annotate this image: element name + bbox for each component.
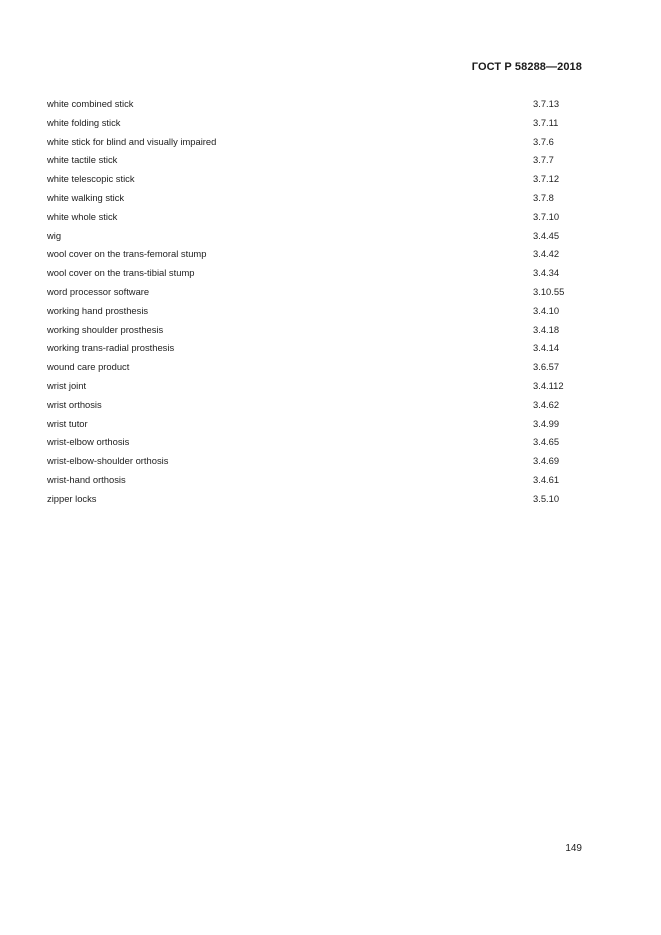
index-term: wool cover on the trans-tibial stump	[47, 267, 195, 279]
index-entry	[47, 208, 587, 227]
index-term: white stick for blind and visually impaired	[47, 135, 217, 147]
index-term: wig	[47, 229, 62, 241]
index-section-ref: 3.7.11	[533, 116, 559, 128]
index-section-ref: 3.7.10	[533, 210, 560, 222]
index-term: wrist-elbow-shoulder orthosis	[47, 455, 169, 467]
index-entry	[47, 396, 587, 415]
index-term: white walking stick	[47, 191, 125, 203]
index-entry	[47, 133, 587, 152]
index-section-ref: 3.4.18	[533, 323, 560, 335]
index-term: working shoulder prosthesis	[47, 323, 164, 335]
document-code-header: ГОСТ Р 58288—2018	[471, 61, 582, 73]
index-entry	[47, 321, 587, 340]
index-entry	[47, 358, 587, 377]
index-term: wool cover on the trans-femoral stump	[47, 248, 207, 260]
index-section-ref: 3.7.7	[533, 154, 554, 166]
index-term: zipper locks	[47, 492, 97, 504]
index-section-ref: 3.7.6	[533, 135, 554, 147]
index-term: white telescopic stick	[47, 173, 135, 185]
index-section-ref: 3.6.57	[533, 361, 560, 373]
index-term: white whole stick	[47, 210, 118, 222]
index-section-ref: 3.10.55	[533, 285, 565, 297]
index-entry	[47, 170, 587, 189]
index-entry	[47, 339, 587, 358]
index-section-ref: 3.4.34	[533, 267, 560, 279]
index-entry	[47, 114, 587, 133]
index-term: wound care product	[47, 361, 130, 373]
index-section-ref: 3.5.10	[533, 492, 560, 504]
page-number: 149	[565, 843, 582, 854]
index-section-ref: 3.4.65	[533, 436, 560, 448]
index-section-ref: 3.4.42	[533, 248, 560, 260]
index-entry	[47, 471, 587, 490]
index-entry	[47, 264, 587, 283]
index-entry	[47, 377, 587, 396]
index-entry	[47, 433, 587, 452]
index-term: wrist joint	[47, 379, 87, 391]
index-term: wrist tutor	[47, 417, 88, 429]
index-entry	[47, 415, 587, 434]
index-term: wrist-elbow orthosis	[47, 436, 130, 448]
term-index-list	[47, 95, 587, 509]
index-entry	[47, 151, 587, 170]
index-term: white combined stick	[47, 98, 134, 109]
index-term: word processor software	[47, 285, 150, 297]
index-term: working hand prosthesis	[47, 304, 149, 316]
index-term: white tactile stick	[47, 154, 118, 166]
index-entry	[47, 189, 587, 208]
index-section-ref: 3.4.10	[533, 304, 560, 316]
index-term: white folding stick	[47, 116, 121, 128]
index-section-ref: 3.4.112	[533, 379, 564, 391]
index-term: working trans-radial prosthesis	[47, 342, 175, 354]
index-section-ref: 3.4.99	[533, 417, 560, 429]
index-term: wrist orthosis	[47, 398, 102, 410]
index-entry	[47, 302, 587, 321]
index-entry	[47, 245, 587, 264]
index-section-ref: 3.4.45	[533, 229, 560, 241]
index-section-ref: 3.4.62	[533, 398, 560, 410]
index-section-ref: 3.7.13	[533, 98, 560, 109]
index-entry	[47, 283, 587, 302]
index-term: wrist-hand orthosis	[47, 473, 126, 485]
index-section-ref: 3.4.61	[533, 473, 560, 485]
index-entry	[47, 95, 587, 114]
index-entry	[47, 452, 587, 471]
index-section-ref: 3.4.69	[533, 455, 560, 467]
index-section-ref: 3.4.14	[533, 342, 560, 354]
index-section-ref: 3.7.12	[533, 173, 560, 185]
index-section-ref: 3.7.8	[533, 191, 554, 203]
index-entry	[47, 490, 587, 509]
index-entry	[47, 227, 587, 246]
